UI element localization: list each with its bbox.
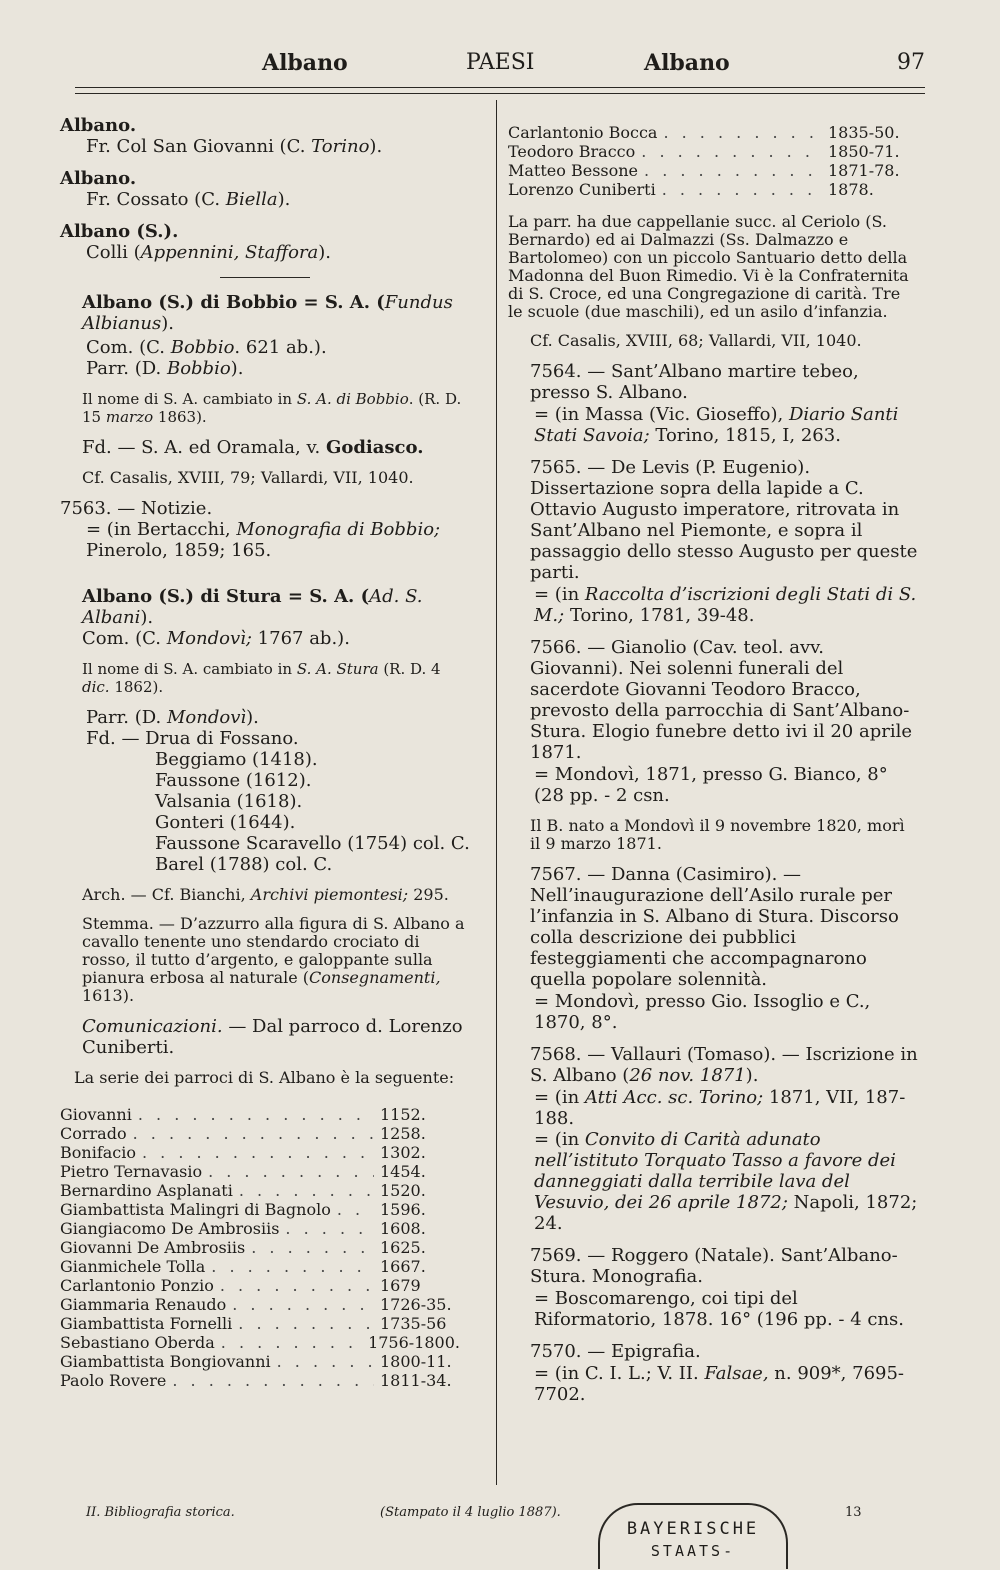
entry-line: Fr. Col San Giovanni (C. Torino). (86, 136, 383, 157)
section-divider (220, 277, 310, 278)
header-rule (75, 87, 925, 88)
parr-note: La parr. ha due cappellanie succ. al Ceriolo (S. Bernardo) ed ai Dalmazzi (Ss. Dalmazzo e Bartolomeo) con un piccolo Santuario detto della Madonna del Buon Rimedio. Vi è la Confraternita di S. Croce, ed una Congregazione di carità. Tre le scuole (due maschili), ed un asilo d’infanzia. (508, 212, 909, 321)
parroci-list-left (60, 1105, 470, 1390)
parroco-name: Carlantonio Ponzio (60, 1276, 214, 1295)
parroco-row (508, 180, 918, 199)
parroco-years: 1756-1800. (368, 1333, 460, 1352)
right-cf: Cf. Casalis, XVIII, 68; Vallardi, VII, 1040. (530, 331, 862, 350)
leader-dots (337, 1200, 374, 1219)
parroco-name: Giambattista Fornelli (60, 1314, 233, 1333)
leader-dots (239, 1181, 374, 1200)
running-head-center: PAESI (466, 50, 535, 75)
entry-7564-ref: = (in Massa (Vic. Gioseffo), Diario Santi Stati Savoia; Torino, 1815, I, 263. (534, 404, 899, 446)
entry-7570-ref: = (in C. I. L.; V. II. Falsae, n. 909*, 7695-7702. (534, 1363, 905, 1405)
entry-7568: 7568. — Vallauri (Tomaso). — Iscrizione in S. Albano (26 nov. 1871). (530, 1044, 918, 1086)
leader-dots (211, 1257, 374, 1276)
footer-signature: 13 (845, 1505, 862, 1520)
entry-7566-ref: = Mondovì, 1871, presso G. Bianco, 8° (28 pp. - 2 csn. (534, 764, 888, 806)
leader-dots (142, 1143, 374, 1162)
parroco-years: 1735-56 (380, 1314, 447, 1333)
parroco-years: 1608. (380, 1219, 426, 1238)
entry-heading: Albano (S.) di Stura = S. A. (Ad. S. Albani). (82, 586, 423, 628)
entry-7564: 7564. — Sant’Albano martire tebeo, presso S. Albano. (530, 361, 859, 403)
parroco-years: 1667. (380, 1257, 426, 1276)
right-column (508, 115, 918, 1416)
parroco-row (60, 1124, 470, 1143)
parroco-name: Paolo Rovere (60, 1371, 167, 1390)
leader-dots (133, 1124, 374, 1143)
parroco-name: Matteo Bessone (508, 161, 639, 180)
parroco-row (60, 1371, 470, 1390)
leader-dots (644, 161, 822, 180)
parroco-row (60, 1333, 470, 1352)
running-head-right: Albano (644, 50, 730, 76)
parroco-name: Sebastiano Oberda (60, 1333, 215, 1352)
parroco-name: Carlantonio Bocca (508, 123, 658, 142)
entry-albano-bobbio (60, 292, 470, 334)
entry-line: Colli (Appennini, Staffora). (86, 242, 332, 263)
parroco-name: Giambattista Bongiovanni (60, 1352, 271, 1371)
stura-serie: La serie dei parroci di S. Albano è la seguente: (74, 1068, 455, 1087)
entry-7569-ref: = Boscomarengo, coi tipi del Riformatorio, 1878. 16° (196 pp. - 4 cns. (534, 1288, 905, 1330)
stura-note: Il nome di S. A. cambiato in S. A. Stura (R. D. 4 dic. 1862). (82, 660, 441, 696)
parroco-row (60, 1352, 470, 1371)
footer-print-date: (Stampato il 4 luglio 1887). (380, 1505, 561, 1520)
leader-dots (641, 142, 822, 161)
entry-7565-ref: = (in Raccolta d’iscrizioni degli Stati di S. M.; Torino, 1781, 39-48. (534, 584, 917, 626)
parroco-name: Teodoro Bracco (508, 142, 636, 161)
running-head-left: Albano (262, 50, 348, 76)
parroco-years: 1679 (380, 1276, 421, 1295)
entry-7567: 7567. — Danna (Casimiro). — Nell’inaugurazione dell’Asilo rurale per l’infanzia in S. Albano di Stura. Discorso colla descrizione dei pubblici festeggiamenti che accompagnarono quella popolare solennità. (530, 864, 899, 990)
entry-heading: Albano (S.) di Bobbio = S. A. (Fundus Albianus). (82, 292, 453, 334)
parroco-years: 1871-78. (828, 161, 900, 180)
parroco-row (60, 1314, 470, 1333)
parroco-row (60, 1200, 470, 1219)
entry-7568-ref: = (in Atti Acc. sc. Torino; 1871, VII, 187-188. = (in Convito di Carità adunato nell’istituto Torquato Tasso a favore dei danneggiati dalla terribile lava del Vesuvio, dei 26 aprile 1872; Napoli, 1872; 24. (534, 1087, 918, 1234)
entry-albano-stura: Albano (S.) di Stura = S. A. (Ad. S. Albani). Com. (C. Mondovì; 1767 ab.). (60, 586, 470, 649)
entry-albano-2 (60, 168, 470, 210)
library-stamp (598, 1503, 788, 1569)
parroco-row (60, 1162, 470, 1181)
entry-7570: 7570. — Epigrafia. (530, 1341, 701, 1362)
parroco-name: Giovanni (60, 1105, 132, 1124)
leader-dots (172, 1371, 374, 1390)
stura-comunicazioni: Comunicazioni. — Dal parroco d. Lorenzo Cuniberti. (82, 1016, 463, 1058)
parroco-row (60, 1219, 470, 1238)
stamp-line-2: STAATS- (650, 1542, 736, 1560)
parroco-years: 1811-34. (380, 1371, 452, 1390)
parroco-name: Gianmichele Tolla (60, 1257, 206, 1276)
column-rule (496, 100, 497, 1485)
parroco-row (60, 1276, 470, 1295)
leader-dots (662, 180, 822, 199)
entry-albano-1 (60, 115, 470, 157)
entry-heading: Albano. (60, 115, 137, 136)
leader-dots (220, 1276, 374, 1295)
parroco-years: 1152. (380, 1105, 426, 1124)
parroci-list-right (508, 123, 918, 199)
parroco-years: 1454. (380, 1162, 426, 1181)
parroco-years: 1596. (380, 1200, 426, 1219)
parroco-name: Giovanni De Ambrosiis (60, 1238, 246, 1257)
leader-dots (232, 1295, 374, 1314)
leader-dots (221, 1333, 362, 1352)
parroco-row (60, 1181, 470, 1200)
stura-parr-fd: Parr. (D. Mondovì). Fd. — Drua di Fossano. Beggiamo (1418). Faussone (1612). Valsania (1618). Gonteri (1644). Faussone Scaravello (1754) col. C. Barel (1788) col. C. (86, 707, 470, 875)
bobbio-cf: Cf. Casalis, XVIII, 79; Vallardi, VII, 1040. (82, 468, 414, 487)
parroco-row (508, 161, 918, 180)
leader-dots (251, 1238, 374, 1257)
left-column (60, 115, 470, 1390)
entry-7567-ref: = Mondovì, presso Gio. Issoglio e C., 1870, 8°. (534, 991, 871, 1033)
parroco-years: 1258. (380, 1124, 426, 1143)
entry-7569: 7569. — Roggero (Natale). Sant’Albano-Stura. Monografia. (530, 1245, 898, 1287)
entry-albano-s (60, 221, 470, 263)
parroco-name: Bonifacio (60, 1143, 136, 1162)
footer-section: II. Bibliografia storica. (86, 1505, 235, 1520)
parroco-name: Giangiacomo De Ambrosiis (60, 1219, 280, 1238)
parroco-years: 1850-71. (828, 142, 900, 161)
parroco-name: Lorenzo Cuniberti (508, 180, 656, 199)
leader-dots (285, 1219, 374, 1238)
parroco-years: 1520. (380, 1181, 426, 1200)
stamp-line-1: BAYERISCHE (626, 1519, 760, 1539)
leader-dots (208, 1162, 374, 1181)
stura-arch: Arch. — Cf. Bianchi, Archivi piemontesi; 295. (82, 885, 449, 904)
entry-7563: 7563. — Notizie. = (in Bertacchi, Monografia di Bobbio; Pinerolo, 1859; 165. (60, 498, 441, 561)
parroco-name: Bernardino Asplanati (60, 1181, 233, 1200)
parroco-years: 1800-11. (380, 1352, 452, 1371)
entry-line: Fr. Cossato (C. Biella). (86, 189, 291, 210)
leader-dots (138, 1105, 374, 1124)
leader-dots (277, 1352, 374, 1371)
page-number: 97 (897, 50, 925, 75)
parroco-row (60, 1105, 470, 1124)
parroco-name: Giambattista Malingri di Bagnolo (60, 1200, 331, 1219)
parroco-years: 1726-35. (380, 1295, 452, 1314)
parroco-row (60, 1257, 470, 1276)
entry-7566-note: Il B. nato a Mondovì il 9 novembre 1820, morì il 9 marzo 1871. (530, 816, 905, 853)
entry-7565: 7565. — De Levis (P. Eugenio). Dissertazione sopra della lapide a C. Ottavio Augusto imperatore, ritrovata in Sant’Albano nel Piemonte, e sopra il passaggio dello stesso Augusto per queste parti. (530, 457, 918, 583)
parroco-years: 1302. (380, 1143, 426, 1162)
spacer (60, 572, 470, 586)
parroco-row (508, 123, 918, 142)
bobbio-com: Com. (C. Bobbio. 621 ab.). Parr. (D. Bobbio). (86, 337, 327, 379)
leader-dots (238, 1314, 374, 1333)
parroco-name: Corrado (60, 1124, 127, 1143)
entry-7566: 7566. — Gianolio (Cav. teol. avv. Giovanni). Nei solenni funerali del sacerdote Giovanni Teodoro Bracco, prevosto della parrocchia di Sant’Albano-Stura. Elogio funebre detto ivi il 20 aprile 1871. (530, 637, 912, 763)
parroco-row (60, 1143, 470, 1162)
parroco-name: Giammaria Renaudo (60, 1295, 227, 1314)
entry-heading: Albano (S.). (60, 221, 179, 242)
stura-stemma: Stemma. — D’azzurro alla figura di S. Albano a cavallo tenente uno stendardo crociato di rosso, il tutto d’argento, e galoppante sulla pianura erbosa al naturale (Consegnamenti, 1613). (82, 914, 465, 1005)
header-rule-2 (75, 93, 925, 94)
bobbio-note: Il nome di S. A. cambiato in S. A. di Bobbio. (R. D. 15 marzo 1863). (82, 390, 462, 426)
bobbio-fd: Fd. — S. A. ed Oramala, v. Godiasco. (82, 437, 424, 458)
parroco-years: 1625. (380, 1238, 426, 1257)
leader-dots (663, 123, 822, 142)
parroco-row (60, 1238, 470, 1257)
entry-heading: Albano. (60, 168, 137, 189)
parroco-row (60, 1295, 470, 1314)
parroco-name: Pietro Ternavasio (60, 1162, 203, 1181)
parroco-years: 1878. (828, 180, 874, 199)
parroco-row (508, 142, 918, 161)
parroco-years: 1835-50. (828, 123, 900, 142)
